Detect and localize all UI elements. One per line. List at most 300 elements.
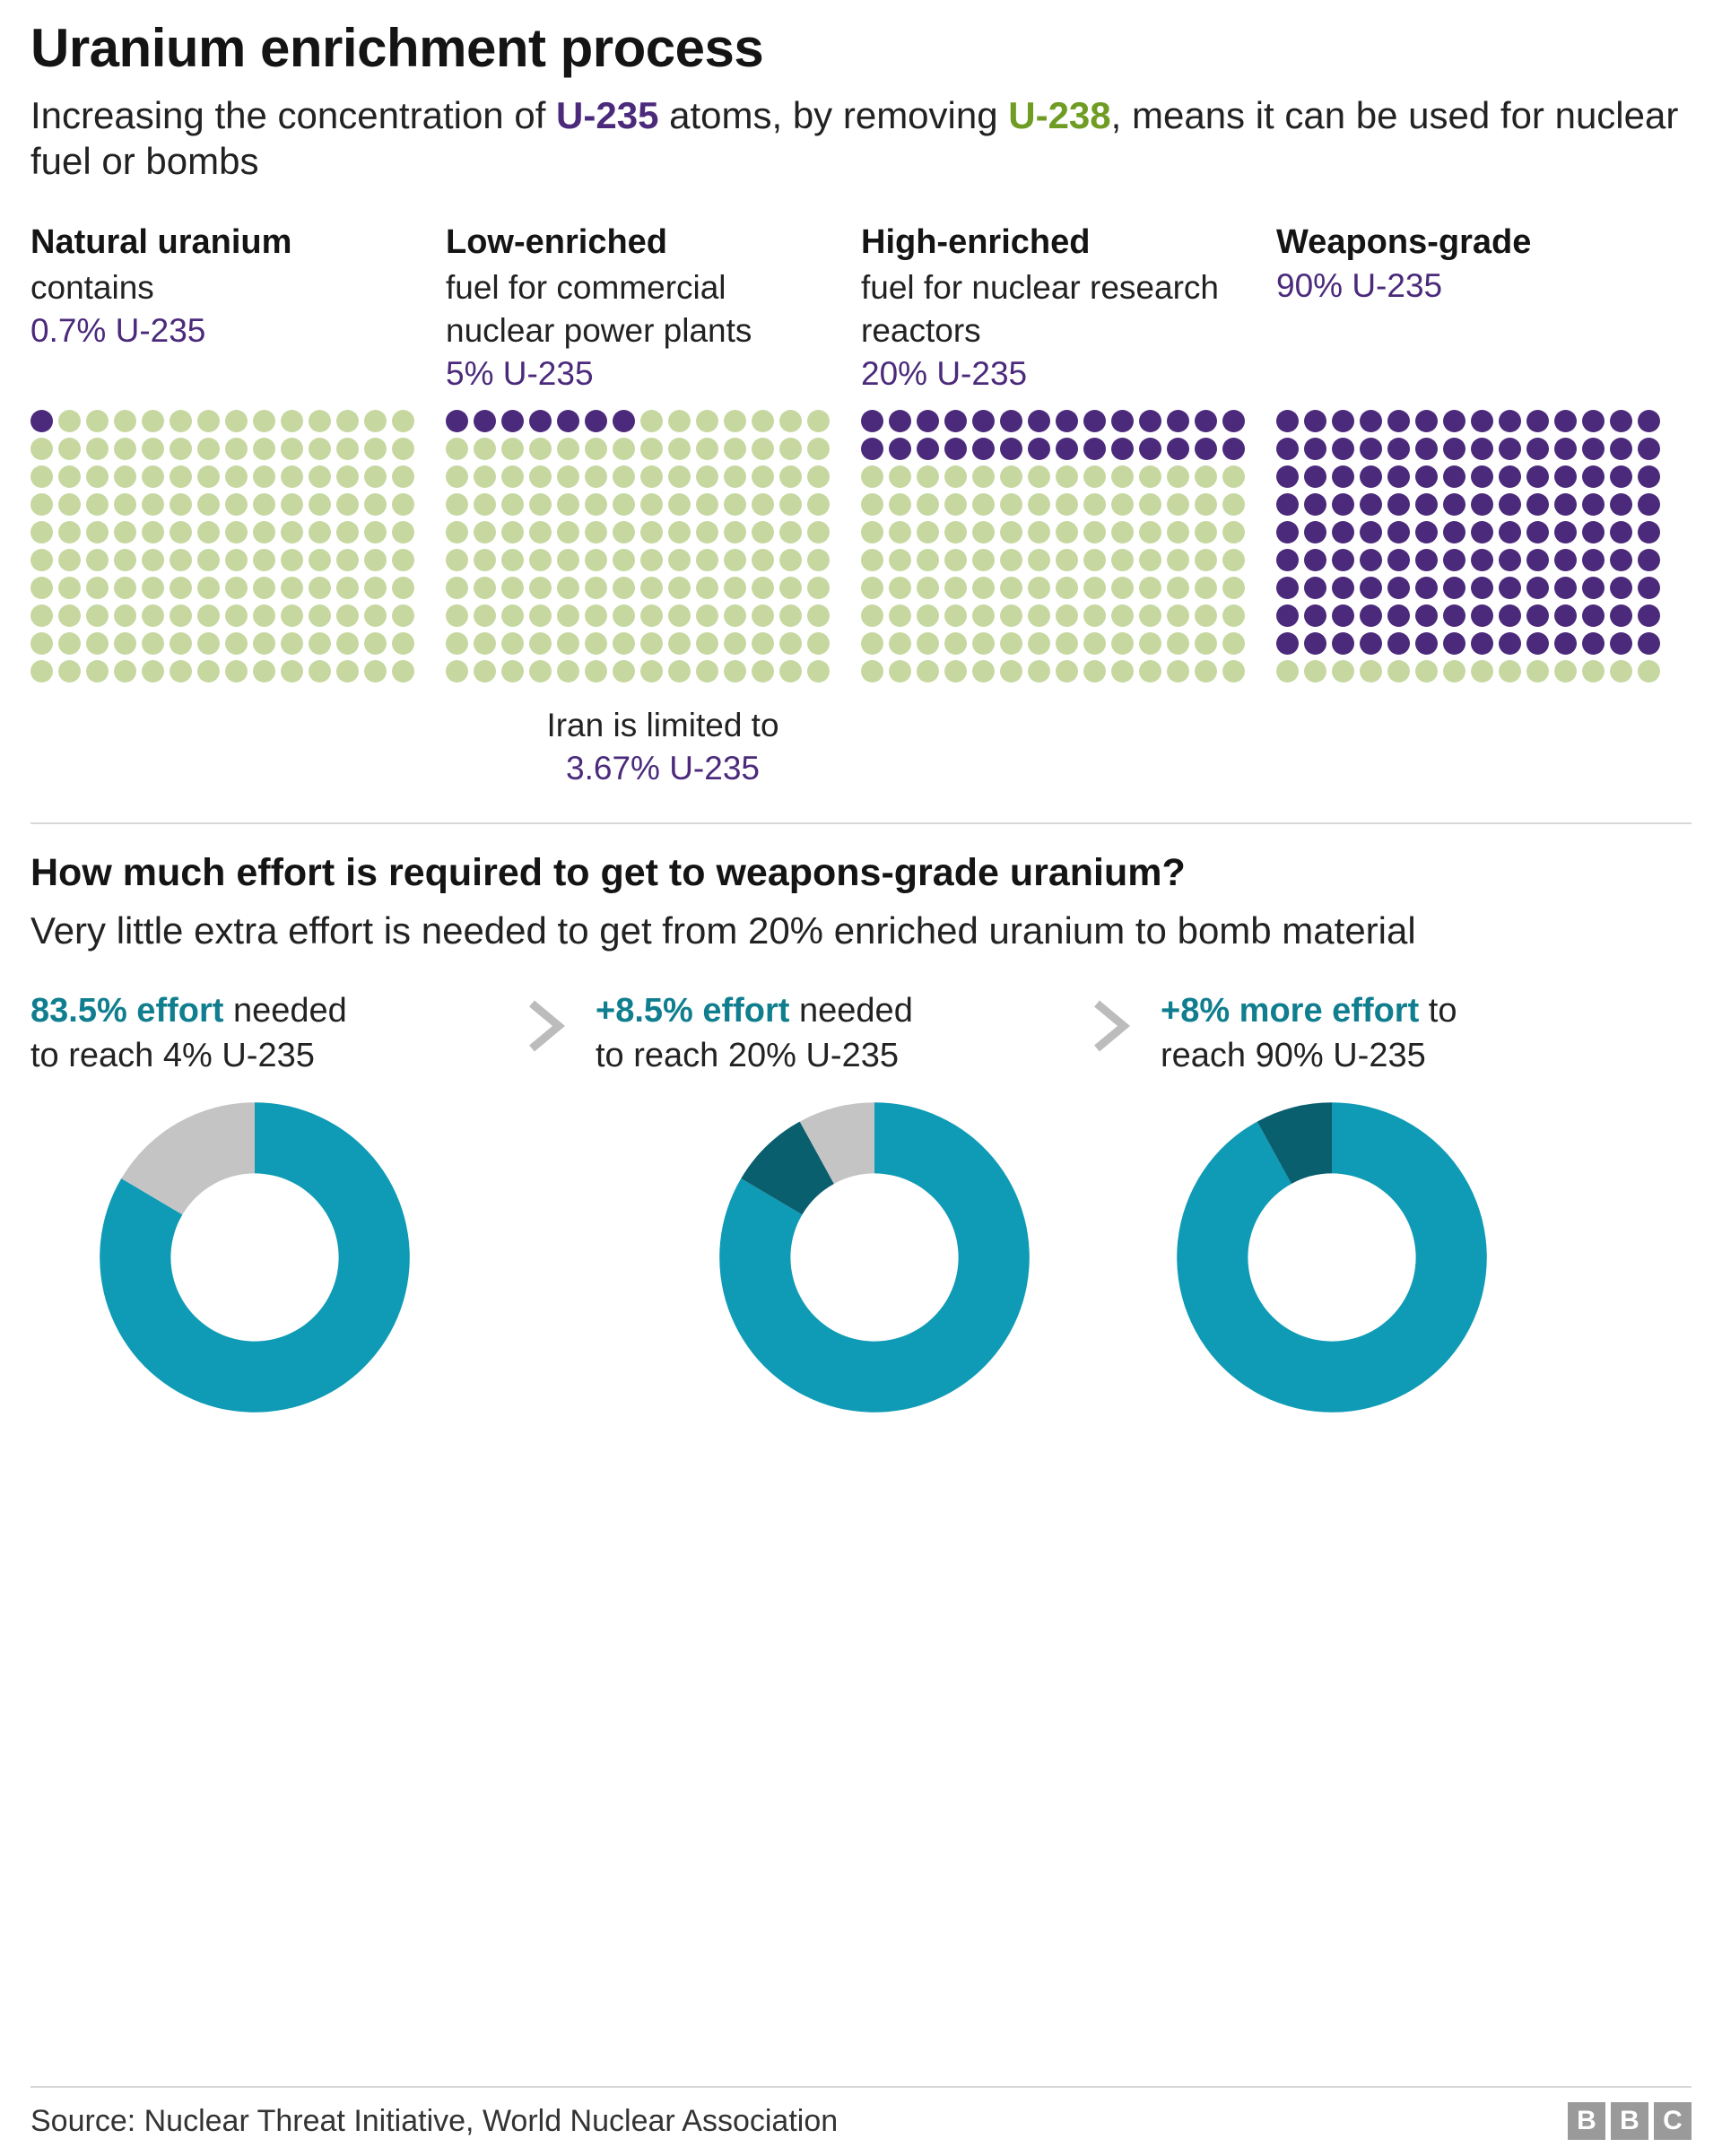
u238-dot [1276,660,1299,682]
u238-dot [309,604,331,627]
u238-dot [889,604,911,627]
u238-dot [557,660,579,682]
u238-dot [281,521,303,543]
page-title: Uranium enrichment process [30,18,764,78]
u238-dot [86,632,109,655]
u238-dot [613,465,635,488]
u238-dot [1028,521,1050,543]
bbc-logo [1568,2102,1692,2140]
column-high-enriched [861,222,1276,396]
u235-dot [1387,410,1410,432]
u235-dot [1083,438,1106,460]
u238-dot [917,549,939,571]
u235-dot [1360,438,1382,460]
u238-dot [640,410,663,432]
u238-dot [668,549,691,571]
u238-dot [640,549,663,571]
u235-dot [1582,604,1605,627]
u235-dot [1387,493,1410,516]
u238-dot [1222,521,1245,543]
u238-dot [225,660,248,682]
u235-dot [1471,438,1493,460]
u238-dot [724,493,746,516]
u238-dot [585,521,607,543]
u238-dot [170,521,192,543]
u238-dot [446,604,468,627]
u238-dot [1056,632,1078,655]
u235-dot [1360,604,1382,627]
u238-dot [281,438,303,460]
u238-dot [917,632,939,655]
u235-dot [1139,410,1161,432]
u238-dot [170,493,192,516]
u238-dot [30,577,53,599]
u238-dot [807,521,830,543]
u235-dot [1582,521,1605,543]
u238-dot [972,604,995,627]
u238-dot [474,604,496,627]
u235-dot [1638,465,1660,488]
u238-dot [142,465,164,488]
u238-dot [474,521,496,543]
u238-dot [30,521,53,543]
u238-dot [752,410,774,432]
bbc-letter: B [1568,2102,1605,2140]
u238-dot [1028,493,1050,516]
u235-dot [1638,549,1660,571]
u235-dot [1526,465,1549,488]
u238-dot [1139,493,1161,516]
u235-dot [1610,549,1632,571]
u235-dot [1195,410,1217,432]
u238-dot [392,660,414,682]
u238-dot [668,465,691,488]
u238-dot [1028,549,1050,571]
u235-dot [1332,577,1354,599]
u238-dot [752,465,774,488]
u238-dot [336,632,359,655]
u238-dot [779,465,802,488]
u238-dot [86,493,109,516]
u235-dot [1499,577,1521,599]
u238-dot [1139,604,1161,627]
u238-dot [668,577,691,599]
u238-dot [1000,604,1022,627]
u238-dot [1083,521,1106,543]
u238-dot [225,493,248,516]
u235-dot [1499,438,1521,460]
u238-dot [529,521,552,543]
u238-dot [253,604,275,627]
u238-dot [1554,660,1577,682]
u238-dot [1056,521,1078,543]
u235-dot [1332,465,1354,488]
u235-dot [1526,604,1549,627]
u238-dot [696,660,718,682]
u238-dot [501,549,524,571]
u235-dot [1526,438,1549,460]
u238-dot [197,493,220,516]
u238-dot [309,577,331,599]
u238-dot [557,577,579,599]
u238-dot [501,465,524,488]
u238-dot [86,410,109,432]
u235-dot [1582,465,1605,488]
u235-dot [1387,604,1410,627]
effort-steps [30,989,1692,1078]
u235-dot [1526,632,1549,655]
u238-dot [972,549,995,571]
u238-dot [972,493,995,516]
u238-dot [336,465,359,488]
u238-dot [944,549,967,571]
u238-dot [474,438,496,460]
u238-dot [889,632,911,655]
u238-dot [1167,465,1189,488]
u238-dot [253,521,275,543]
u238-dot [944,660,967,682]
u238-dot [1610,660,1632,682]
u238-dot [696,604,718,627]
u238-dot [392,493,414,516]
u238-dot [1443,660,1465,682]
u235-dot [1554,410,1577,432]
u235-dot [474,410,496,432]
u238-dot [529,604,552,627]
u235-dot [1554,493,1577,516]
u238-dot [1167,660,1189,682]
u238-dot [779,577,802,599]
u238-dot [724,549,746,571]
u238-dot [585,438,607,460]
u238-dot [779,438,802,460]
column-heading: Weapons-grade [1276,223,1532,262]
column-low-enriched [446,222,861,396]
u238-dot [529,549,552,571]
donut-svg [713,1096,1036,1419]
u238-dot [779,521,802,543]
u238-dot [58,660,81,682]
u238-dot [1000,493,1022,516]
u238-dot [197,632,220,655]
u235-dot [1443,604,1465,627]
u238-dot [114,521,136,543]
u238-dot [1056,660,1078,682]
u235-dot [1056,438,1078,460]
u238-dot [364,549,387,571]
u238-dot [253,632,275,655]
source-text: Source: Nuclear Threat Initiative, World Nuclear Association [30,2103,839,2138]
u235-dot [1415,577,1438,599]
u238-dot [30,660,53,682]
u238-dot [640,465,663,488]
u238-dot [197,521,220,543]
u238-dot [668,410,691,432]
u238-dot [1304,660,1326,682]
donut-chart-90pct [1135,1096,1692,1419]
u238-dot [336,438,359,460]
u235-dot [1276,632,1299,655]
u235-dot [972,410,995,432]
chevron-right-icon [497,989,596,1057]
u238-dot [392,465,414,488]
u238-dot [944,577,967,599]
u235-dot [1443,493,1465,516]
u238-dot [529,577,552,599]
u238-dot [613,604,635,627]
u238-dot [1139,632,1161,655]
u238-dot [142,438,164,460]
infographic-page [0,20,1722,2156]
u235-dot [1222,438,1245,460]
u238-dot [446,577,468,599]
u238-dot [585,549,607,571]
u238-dot [1028,604,1050,627]
u238-dot [972,660,995,682]
effort-step-1 [30,989,497,1078]
u235-dot [889,438,911,460]
u238-dot [1028,465,1050,488]
u235-dot [972,438,995,460]
u235-dot [1276,465,1299,488]
u235-dot [1471,410,1493,432]
dot-matrix-row [30,410,1692,682]
effort-highlight: +8% more effort [1161,992,1420,1030]
u238-dot [281,465,303,488]
u238-dot [861,604,883,627]
u238-dot [364,632,387,655]
u235-dot [1471,493,1493,516]
effort-step-3 [1161,989,1627,1078]
subtitle-part-1: Increasing the concentration of [30,93,557,136]
footer [30,2086,1692,2140]
u235-dot [1443,549,1465,571]
u235-dot [1582,632,1605,655]
u238-dot [30,438,53,460]
u238-dot [142,410,164,432]
u235-dot [1526,410,1549,432]
subtitle-u235: U-235 [556,93,659,136]
u238-dot [1387,660,1410,682]
u238-dot [225,632,248,655]
u238-dot [807,410,830,432]
u238-dot [281,493,303,516]
u238-dot [668,660,691,682]
u238-dot [114,465,136,488]
u235-dot [1638,438,1660,460]
u235-dot [1415,410,1438,432]
u235-dot [1610,493,1632,516]
u235-dot [30,410,53,432]
u235-dot [1195,438,1217,460]
u238-dot [336,549,359,571]
u238-dot [696,549,718,571]
u235-dot [1360,410,1382,432]
u238-dot [474,493,496,516]
u238-dot [1111,632,1134,655]
u235-dot [1304,577,1326,599]
u238-dot [281,577,303,599]
u238-dot [1111,660,1134,682]
bbc-letter: B [1611,2102,1648,2140]
u235-dot [917,438,939,460]
u238-dot [861,660,883,682]
u238-dot [696,465,718,488]
u238-dot [1582,660,1605,682]
u238-dot [474,660,496,682]
u238-dot [779,493,802,516]
u238-dot [1083,604,1106,627]
u238-dot [807,577,830,599]
u238-dot [1056,577,1078,599]
u235-dot [1276,410,1299,432]
effort-text-2: reach 90% U-235 [1161,1036,1426,1074]
u238-dot [972,521,995,543]
u238-dot [1083,549,1106,571]
u235-dot [501,410,524,432]
effort-text: to [1419,992,1457,1030]
u238-dot [1222,549,1245,571]
u238-dot [1000,465,1022,488]
u238-dot [142,660,164,682]
dot-matrix-natural [30,410,446,682]
u238-dot [1056,604,1078,627]
u238-dot [58,410,81,432]
u238-dot [170,632,192,655]
u238-dot [640,521,663,543]
u238-dot [972,577,995,599]
u238-dot [1167,493,1189,516]
u238-dot [446,465,468,488]
u235-dot [1083,410,1106,432]
dot-matrix-low-enriched [446,410,861,682]
u235-dot [1443,632,1465,655]
u238-dot [696,632,718,655]
u235-dot [1276,521,1299,543]
u238-dot [253,438,275,460]
u238-dot [142,604,164,627]
u238-dot [392,438,414,460]
u235-dot [1554,604,1577,627]
u238-dot [364,465,387,488]
column-percent: 0.7% U-235 [30,311,206,349]
u235-dot [1222,410,1245,432]
u238-dot [557,521,579,543]
u238-dot [807,493,830,516]
u238-dot [917,521,939,543]
u235-dot [1387,549,1410,571]
u238-dot [446,632,468,655]
u238-dot [944,521,967,543]
donut-chart-20pct [614,1096,1135,1419]
u238-dot [861,493,883,516]
dot-grid [30,410,414,682]
u238-dot [724,660,746,682]
u238-dot [336,660,359,682]
u238-dot [253,410,275,432]
u238-dot [613,521,635,543]
u238-dot [197,465,220,488]
donut-charts [30,1096,1692,1419]
u235-dot [917,410,939,432]
u238-dot [446,493,468,516]
u238-dot [944,632,967,655]
chevron-right-icon [1062,989,1161,1057]
column-percent: 90% U-235 [1276,266,1443,304]
u235-dot [1415,604,1438,627]
u235-dot [1360,577,1382,599]
u235-dot [1582,438,1605,460]
u235-dot [557,410,579,432]
u235-dot [1304,604,1326,627]
u238-dot [640,604,663,627]
u235-dot [1028,438,1050,460]
u238-dot [917,493,939,516]
u238-dot [1028,577,1050,599]
bbc-letter: C [1654,2102,1692,2140]
u238-dot [889,493,911,516]
u235-dot [1415,465,1438,488]
u235-dot [1610,577,1632,599]
u238-dot [86,660,109,682]
u235-dot [1554,465,1577,488]
u238-dot [392,549,414,571]
u235-dot [1332,493,1354,516]
u235-dot [1332,410,1354,432]
u235-dot [1415,493,1438,516]
u238-dot [944,465,967,488]
u235-dot [1415,521,1438,543]
u238-dot [86,549,109,571]
u238-dot [696,493,718,516]
u238-dot [752,438,774,460]
u238-dot [170,660,192,682]
u238-dot [807,604,830,627]
u238-dot [114,632,136,655]
u238-dot [779,660,802,682]
effort-text-2: to reach 20% U-235 [596,1036,899,1074]
u238-dot [1471,660,1493,682]
u238-dot [1111,493,1134,516]
column-heading: Natural uranium [30,223,292,262]
u235-dot [1443,438,1465,460]
u238-dot [972,465,995,488]
u235-dot [1554,632,1577,655]
u238-dot [1222,465,1245,488]
u238-dot [1167,521,1189,543]
u238-dot [613,438,635,460]
u235-dot [1304,632,1326,655]
u235-dot [1471,577,1493,599]
column-percent: 5% U-235 [446,354,594,392]
u238-dot [309,438,331,460]
u238-dot [30,549,53,571]
u235-dot [1554,577,1577,599]
u238-dot [142,549,164,571]
u235-dot [1139,438,1161,460]
u235-dot [1276,549,1299,571]
u238-dot [1499,660,1521,682]
u238-dot [1139,549,1161,571]
u238-dot [1222,493,1245,516]
u235-dot [1610,604,1632,627]
u238-dot [1083,660,1106,682]
u238-dot [501,632,524,655]
u238-dot [336,577,359,599]
dot-matrix-weapons-grade [1276,410,1692,682]
u238-dot [752,660,774,682]
u238-dot [1111,465,1134,488]
